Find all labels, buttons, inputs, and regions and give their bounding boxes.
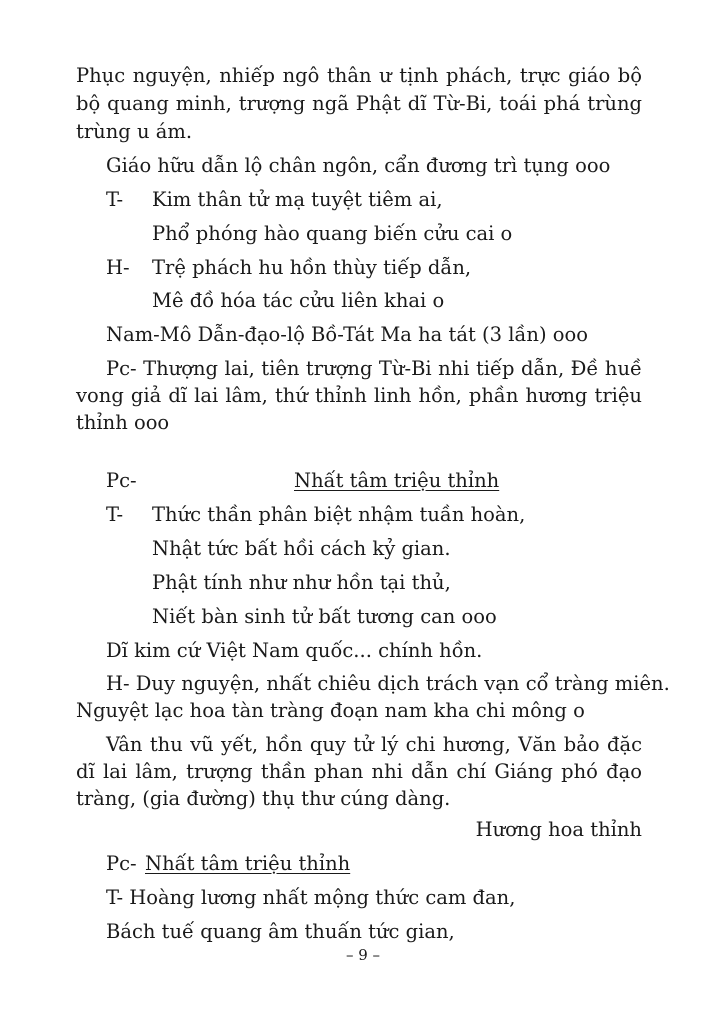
section-heading: Nhất tâm triệu thỉnh [145, 852, 351, 875]
namo-line: Nam-Mô Dẫn-đạo-lộ Bồ-Tát Ma ha tát (3 lần) ooo [106, 323, 588, 346]
verse-label-h: H- [106, 256, 130, 279]
verse-line: Phổ phóng hào quang biến cửu cai o [152, 222, 513, 245]
dikim-line: Dĩ kim cứ Việt Nam quốc... chính hồn. [106, 639, 483, 662]
h-para-line-2: Nguyệt lạc hoa tàn tràng đoạn nam kha chi mông o [76, 699, 585, 722]
para-1-line-1: Phục nguyện, nhiếp ngô thân ư tịnh phách, trực giáo bộ [76, 64, 642, 87]
verse-label-t: T- [106, 188, 124, 211]
pc-label: Pc- [106, 852, 137, 875]
verse-label-t: T- [106, 503, 124, 526]
verse-line: Nhật tức bất hồi cách kỷ gian. [152, 537, 451, 560]
verse-line: Thức thần phân biệt nhậm tuần hoàn, [152, 503, 526, 526]
pc-para-line-1: Pc- Thượng lai, tiên trượng Từ-Bi nhi tiếp dẫn, Đề huề [106, 357, 642, 380]
pc-para-line-3: thỉnh ooo [76, 411, 170, 434]
para-1-line-3: trùng u ám. [76, 120, 193, 143]
para-1-line-2: bộ quang minh, trượng ngã Phật dĩ Từ-Bi, toái phá trùng [76, 92, 642, 115]
page-number: – 9 – [345, 946, 381, 964]
verse-line: Trệ phách hu hồn thùy tiếp dẫn, [152, 256, 472, 279]
h-para-line-1: H- Duy nguyện, nhất chiêu dịch trách vạn cổ tràng miên. [106, 672, 670, 695]
verse-line: Niết bàn sinh tử bất tương can ooo [152, 605, 497, 628]
pc-para-line-2: vong giả dĩ lai lâm, thứ thỉnh linh hồn, phần hương triệu [76, 384, 642, 407]
section-heading: Nhất tâm triệu thỉnh [294, 469, 500, 492]
van-para-line-3: tràng, (gia đường) thụ thư cúng dàng. [76, 787, 451, 810]
verse-line: Bách tuế quang âm thuấn tức gian, [106, 920, 455, 943]
verse-line: Kim thân tử mạ tuyệt tiêm ai, [152, 188, 443, 211]
huong-hoa-line: Hương hoa thỉnh [475, 818, 642, 841]
van-para-line-2: dĩ lai lâm, trượng thần phan nhi dẫn chí Giáng phó đạo [76, 760, 642, 783]
verse-line: Phật tính như như hồn tại thủ, [152, 571, 451, 594]
verse-line: T- Hoàng lương nhất mộng thức cam đan, [106, 886, 516, 909]
verse-line: Mê đồ hóa tác cửu liên khai o [152, 289, 445, 312]
van-para-line-1: Vân thu vũ yết, hồn quy tử lý chi hương, Văn bảo đặc [106, 733, 642, 756]
para-2: Giáo hữu dẫn lộ chân ngôn, cẩn đương trì tụng ooo [106, 154, 611, 177]
pc-label: Pc- [106, 469, 137, 492]
